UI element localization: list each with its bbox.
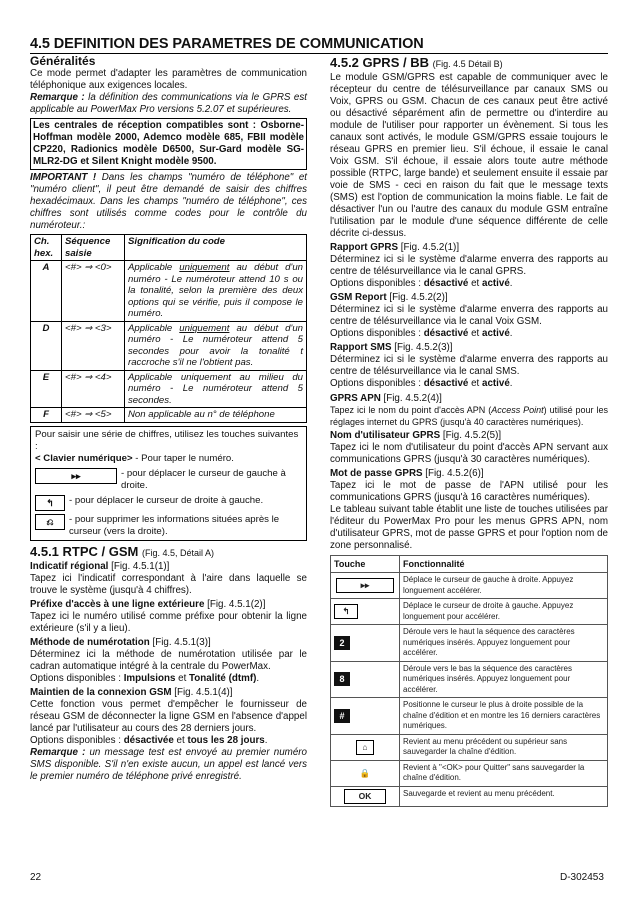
rtpc-heading: 4.5.1 RTPC / GSM (Fig. 4.5, Détail A)	[30, 543, 215, 559]
document-number: D-302453	[560, 872, 604, 883]
prefixe-title: Préfixe d'accès à une ligne extérieure [Fig. 4.5.1(2)]	[30, 598, 266, 610]
page-number: 22	[30, 872, 42, 883]
key-row-next: ▸▸ - pour déplacer le curseur de gauche à droite.	[35, 468, 302, 492]
remark: Remarque : la définition des communications via le GPRS est applicable au PowerMax Pro versions 5.2.07 et supérieures.	[30, 92, 307, 115]
key-row-back: ↰ - pour déplacer le curseur de droite à gauche.	[35, 495, 302, 511]
keys-instructions-box	[30, 426, 307, 541]
table-row: 🔒 Revient à "<OK> pour Quitter" sans sauvegarder la chaîne d'édition.	[331, 760, 608, 786]
pwd-text: Tapez ici le mot de passe de l'APN utilisé pour les communications GPRS (jusqu'à 16 caractères numériques).	[330, 480, 608, 503]
editor-keys-table	[330, 555, 608, 807]
remark-2: Remarque : un message test est envoyé au premier numéro SMS disponible. S'il n'en existe aucun, un appel est lancé vers le premier numéro de téléphone privé enregistré.	[30, 746, 307, 782]
generalites-heading: Généralités	[30, 54, 96, 68]
next-key-icon: ▸▸	[336, 578, 394, 593]
maintien-options: Options disponibles : désactivée et tous les 28 jours.	[30, 734, 268, 746]
gsm-report-text: Déterminez ici si le système d'alarme enverra des rapports au centre de télésurveillance via le canal Voix GSM.	[330, 304, 608, 327]
title-rule	[30, 53, 608, 54]
user-title: Nom d'utilisateur GPRS [Fig. 4.5.2(5)]	[330, 430, 502, 441]
rapport-sms-title: Rapport SMS [Fig. 4.5.2(3)]	[330, 342, 453, 353]
back-key-icon: ↰	[35, 495, 65, 511]
table-row: # Positionne le curseur le plus à droite possible de la chaîne d'édition et en montre les 16 derniers caractères numériques.	[331, 698, 608, 735]
col-header-seq: Séquence saisie	[62, 235, 125, 261]
home-key-icon: ⌂	[356, 740, 374, 755]
indicatif-text: Tapez ici l'indicatif correspondant à l'aire dans laquelle se trouve le système (jusqu'à 4 chiffres).	[30, 572, 307, 596]
important-note: IMPORTANT ! Dans les champs "numéro de téléphone" et "numéro client", il peut être demandé de saisir des chiffres hexadécimaux. Dans les champs "numéro de téléphone", ces chiffres sont utilisés comme codes pour le contrôle du numéroteur.:	[30, 172, 308, 231]
methode-options: Options disponibles : Impulsions et Tonalité (dtmf).	[30, 672, 260, 684]
clavier-line: < Clavier numérique> - Pour taper le numéro.	[35, 452, 234, 464]
rapport-sms-text: Déterminez ici si le système d'alarme enverra des rapports au centre de télésurveillance via le canal SMS.	[330, 354, 608, 377]
table-row: ↰ Déplace le curseur de droite à gauche. Appuyez longuement pour accélérer.	[331, 599, 608, 625]
col-header-meaning: Signification du code	[125, 235, 307, 261]
col-header-fonction: Fonctionnalité	[400, 556, 608, 573]
hex-code-table	[30, 234, 307, 423]
key-hash-search-icon: #	[334, 709, 350, 723]
key-2-up-icon: 2	[334, 636, 350, 650]
back-key-icon: ↰	[334, 604, 358, 619]
intro-text: Ce mode permet d'adapter les paramètres de communication téléphonique aux exigences locales.	[30, 68, 307, 91]
table-row: 2 Déroule vers le haut la séquence des caractères numériques insérés. Appuyez longuement pour accélérer.	[331, 625, 608, 662]
ok-key-icon: OK	[344, 789, 386, 804]
apn-title: GPRS APN [Fig. 4.5.2(4)]	[330, 393, 442, 404]
indicatif-title: Indicatif régional [Fig. 4.5.1(1)]	[30, 560, 170, 572]
user-text: Tapez ici le nom d'utilisateur du point d'accès APN servant aux communications GPRS (jusqu'à 30 caractères numériques).	[330, 442, 608, 465]
prefixe-text: Tapez ici le numéro utilisé comme préfixe pour obtenir la ligne extérieure (s'il y a lieu).	[30, 610, 307, 634]
table-intro: Le tableau suivant table établit une liste de touches utilisées par l'éditeur du PowerMax Pro pour les menus GPRS APN, nom d'utilisateur GPRS, mot de passe GPRS et pour l'option nom de zone personnalisé.	[330, 504, 608, 551]
gprs-intro: Le module GSM/GPRS est capable de communiquer avec le récepteur du centre de télésurveillance par canaux SMS ou Voix, GPRS ou GSM. Chacun de ces canaux peut être activé ou désactivé séparément afin de permettre ou d'interdire au module de l'utiliser pour rapporter un évènement. Si tous les canaux sont activés, le module GSM/GPRS essaie toujours le réseau GPRS en premier lieu. S'il échoue, il essaie le canal Voix GSM. S'il échoue, il essaie alors toute autre méthode possible (RTPC, large bande) et seulement ensuite il essaie par voie de SMS - ceci en raison du fait que le message texts (SMS) est l'option de communication la moins fiable. Le fait de désactiver l'un ou l'autre des canaux du module GSM entraîne l'utilisation par le module d'une séquence différente de celle décrite ci-dessus.	[330, 72, 608, 239]
delete-key-icon: ⎌	[35, 514, 65, 530]
key-8-down-icon: 8	[334, 672, 350, 686]
table-row: D <#> ⇒ <3> Applicable uniquement au début d'un numéro - Le numéroteur attend 5 secondes pour avoir la tonalité t raccroche s'il ne l'obtient pas.	[31, 321, 307, 370]
gsm-report-options: Options disponibles : désactivé et activé.	[330, 328, 513, 339]
rapport-gprs-text: Déterminez ici si le système d'alarme enverra des rapports au centre de télésurveillance via le canal GPRS.	[330, 254, 608, 277]
col-header-ch: Ch. hex.	[31, 235, 62, 261]
table-row: 8 Déroule vers le bas la séquence des caractères numériques insérés. Appuyez longuement pour accélérer.	[331, 661, 608, 698]
key-row-delete: ⎌ - pour supprimer les informations situées après le curseur (vers la droite).	[35, 514, 302, 538]
keys-intro: Pour saisir une série de chiffres, utilisez les touches suivantes :	[35, 428, 299, 452]
maintien-text: Cette fonction vous permet d'empêcher le fournisseur de réseau GSM de déconnecter la ligne GSM en l'absence d'appel lancé par l'utilisateur au cours des 28 derniers jours.	[30, 698, 307, 734]
right-column	[330, 55, 608, 807]
table-row: ▸▸ Déplace le curseur de gauche à droite. Appuyez longuement accélérer.	[331, 573, 608, 599]
gsm-report-title: GSM Report [Fig. 4.5.2(2)]	[330, 292, 448, 303]
lock-key-icon: 🔒	[357, 767, 373, 780]
methode-text: Déterminez ici la méthode de numérotation utilisée par le cadran automatique intégré à la centrale du PowerMax.	[30, 648, 307, 672]
rapport-gprs-title: Rapport GPRS [Fig. 4.5.2(1)]	[330, 242, 460, 253]
table-row: E <#> ⇒ <4> Applicable uniquement au milieu du numéro - Le numéroteur attend 5 secondes.	[31, 370, 307, 408]
table-row: F <#> ⇒ <5> Non applicable au n° de téléphone	[31, 408, 307, 423]
rapport-gprs-options: Options disponibles : désactivé et activé.	[330, 278, 513, 289]
table-row: ⌂ Revient au menu précédent ou supérieur sans sauvegarder la chaîne d'édition.	[331, 734, 608, 760]
table-row: A <#> ⇒ <0> Applicable uniquement au début d'un numéro - Le numéroteur attend 10 s ou la tonalité, selon la première des deux options qui se vérifie, puis il compose le numéro.	[31, 261, 307, 322]
gprs-heading: 4.5.2 GPRS / BB (Fig. 4.5 Détail B)	[330, 55, 503, 70]
compat-box: Les centrales de réception compatibles sont : Osborne-Hoffman modèle 2000, Ademco modèle 685, FBII modèle CP220, Radionics modèle D6500, Sur-Gard modèle SG-MLR2-DG et Silent Knight modèle 9500.	[30, 118, 307, 170]
table-row: OK Sauvegarde et revient au menu précédent.	[331, 786, 608, 806]
apn-text: Tapez ici le nom du point d'accès APN (Access Point) utilisé pour les réglages internet du GPRS (jusqu'à 40 caractères numériques).	[330, 405, 608, 427]
next-key-icon: ▸▸	[35, 468, 117, 484]
col-header-touche: Touche	[331, 556, 400, 573]
page-title: 4.5 DEFINITION DES PARAMETRES DE COMMUNICATION	[30, 36, 424, 52]
methode-title: Méthode de numérotation [Fig. 4.5.1(3)]	[30, 636, 211, 648]
rapport-sms-options: Options disponibles : désactivé et activé.	[330, 378, 513, 389]
left-column	[30, 55, 307, 783]
pwd-title: Mot de passe GPRS [Fig. 4.5.2(6)]	[330, 468, 484, 479]
maintien-title: Maintien de la connexion GSM [Fig. 4.5.1(4)]	[30, 686, 233, 698]
